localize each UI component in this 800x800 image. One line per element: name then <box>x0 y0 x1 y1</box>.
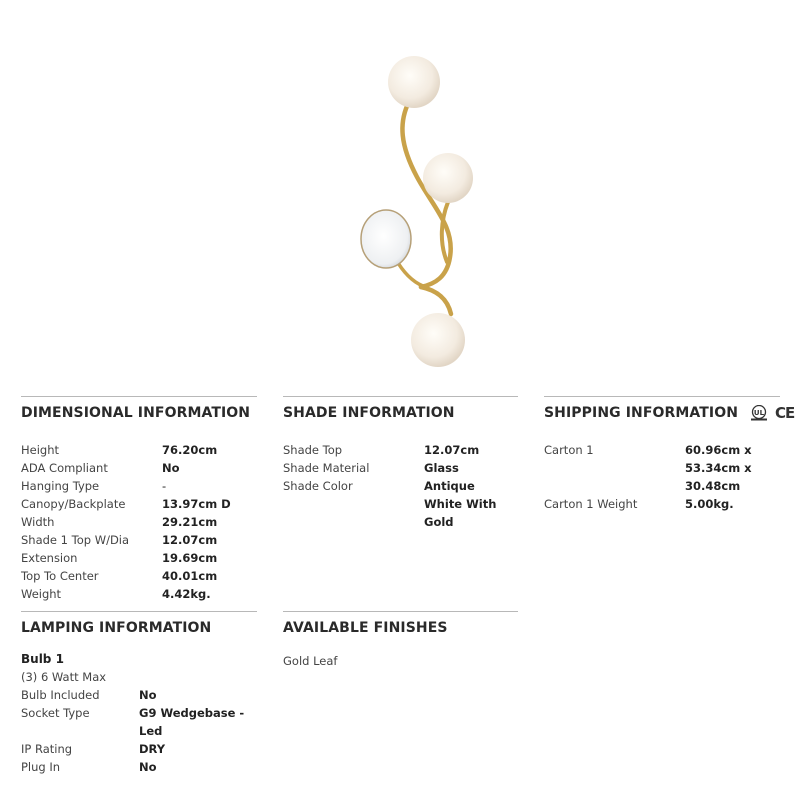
divider <box>21 396 257 397</box>
spec-row <box>21 740 257 758</box>
lamping-section <box>21 611 257 776</box>
dimensional-section <box>21 396 257 603</box>
spec-row <box>21 513 257 531</box>
spec-row <box>21 549 257 567</box>
wall-sconce-illustration <box>355 52 475 370</box>
spec-value: Glass <box>424 461 459 475</box>
spec-row <box>21 477 257 495</box>
spec-value: 5.00kg. <box>685 497 734 511</box>
section-heading <box>544 403 795 423</box>
ul-mark-text: UL <box>753 409 765 417</box>
spec-value: No <box>162 461 180 475</box>
spec-label: Shade Top <box>283 443 343 457</box>
spec-value: Antique White With Gold <box>424 479 497 529</box>
spec-row <box>21 495 257 513</box>
spec-label: Shade Material <box>283 461 370 475</box>
spec-label: Shade Color <box>283 479 353 493</box>
spec-row <box>544 495 780 513</box>
spec-row <box>21 704 257 740</box>
spec-label: Socket Type <box>21 706 90 720</box>
section-heading: AVAILABLE FINISHES <box>283 620 448 636</box>
ul-listed-icon <box>749 405 771 421</box>
spec-value: 40.01cm <box>162 569 218 583</box>
spec-row <box>21 531 257 549</box>
spec-row <box>21 585 257 603</box>
spec-label: Bulb Included <box>21 688 100 702</box>
spec-value: 4.42kg. <box>162 587 211 601</box>
spec-value: 29.21cm <box>162 515 218 529</box>
section-heading: LAMPING INFORMATION <box>21 620 212 636</box>
spec-row <box>283 459 518 477</box>
spec-value: 12.07cm <box>424 443 480 457</box>
shade-rows <box>283 441 518 531</box>
section-heading: DIMENSIONAL INFORMATION <box>21 405 251 421</box>
spec-row <box>544 441 780 495</box>
spec-row <box>283 441 518 459</box>
spec-value: 13.97cm D <box>162 497 231 511</box>
divider <box>544 396 780 397</box>
bulb-title: Bulb 1 <box>21 652 64 666</box>
spec-value: DRY <box>139 742 166 756</box>
spec-value: G9 Wedgebase - Led <box>139 706 245 738</box>
finish-item: Gold Leaf <box>283 654 338 668</box>
divider <box>283 611 518 612</box>
spec-value: 12.07cm <box>162 533 218 547</box>
spec-value: 76.20cm <box>162 443 218 457</box>
shipping-section <box>544 396 795 513</box>
certification-marks <box>749 403 794 423</box>
dimensional-rows <box>21 441 257 603</box>
shipping-rows <box>544 441 780 513</box>
finishes-section <box>283 611 518 670</box>
spec-label: IP Rating <box>21 742 73 756</box>
spec-label: Top To Center <box>21 569 99 583</box>
spec-label: Canopy/Backplate <box>21 497 126 511</box>
spec-label: Carton 1 <box>544 443 594 457</box>
spec-label: Extension <box>21 551 78 565</box>
spec-value: No <box>139 688 157 702</box>
spec-value: 60.96cm x 53.34cm x 30.48cm <box>685 443 752 493</box>
spec-row <box>21 686 257 704</box>
shipping-heading-text: SHIPPING INFORMATION <box>544 405 739 421</box>
lamping-rows <box>21 650 257 776</box>
spec-value: No <box>139 760 157 774</box>
product-image <box>355 52 475 370</box>
finishes-list <box>283 652 518 670</box>
spec-label: Carton 1 Weight <box>544 497 638 511</box>
spec-label: Hanging Type <box>21 479 100 493</box>
shade-section <box>283 396 518 531</box>
spec-label: Shade 1 Top W/Dia <box>21 533 130 547</box>
spec-label: Width <box>21 515 55 529</box>
spec-row <box>21 758 257 776</box>
spec-label: Plug In <box>21 760 61 774</box>
spec-value: 19.69cm <box>162 551 218 565</box>
spec-row <box>21 567 257 585</box>
divider <box>283 396 518 397</box>
spec-row <box>21 441 257 459</box>
spec-label: Height <box>21 443 60 457</box>
spec-label: ADA Compliant <box>21 461 108 475</box>
spec-row <box>283 477 518 531</box>
bulb-description: (3) 6 Watt Max <box>21 670 107 684</box>
spec-value: - <box>162 479 167 493</box>
ce-mark-icon: CE <box>775 404 795 422</box>
divider <box>21 611 257 612</box>
spec-row <box>21 459 257 477</box>
section-heading: SHADE INFORMATION <box>283 405 455 421</box>
spec-label: Weight <box>21 587 62 601</box>
